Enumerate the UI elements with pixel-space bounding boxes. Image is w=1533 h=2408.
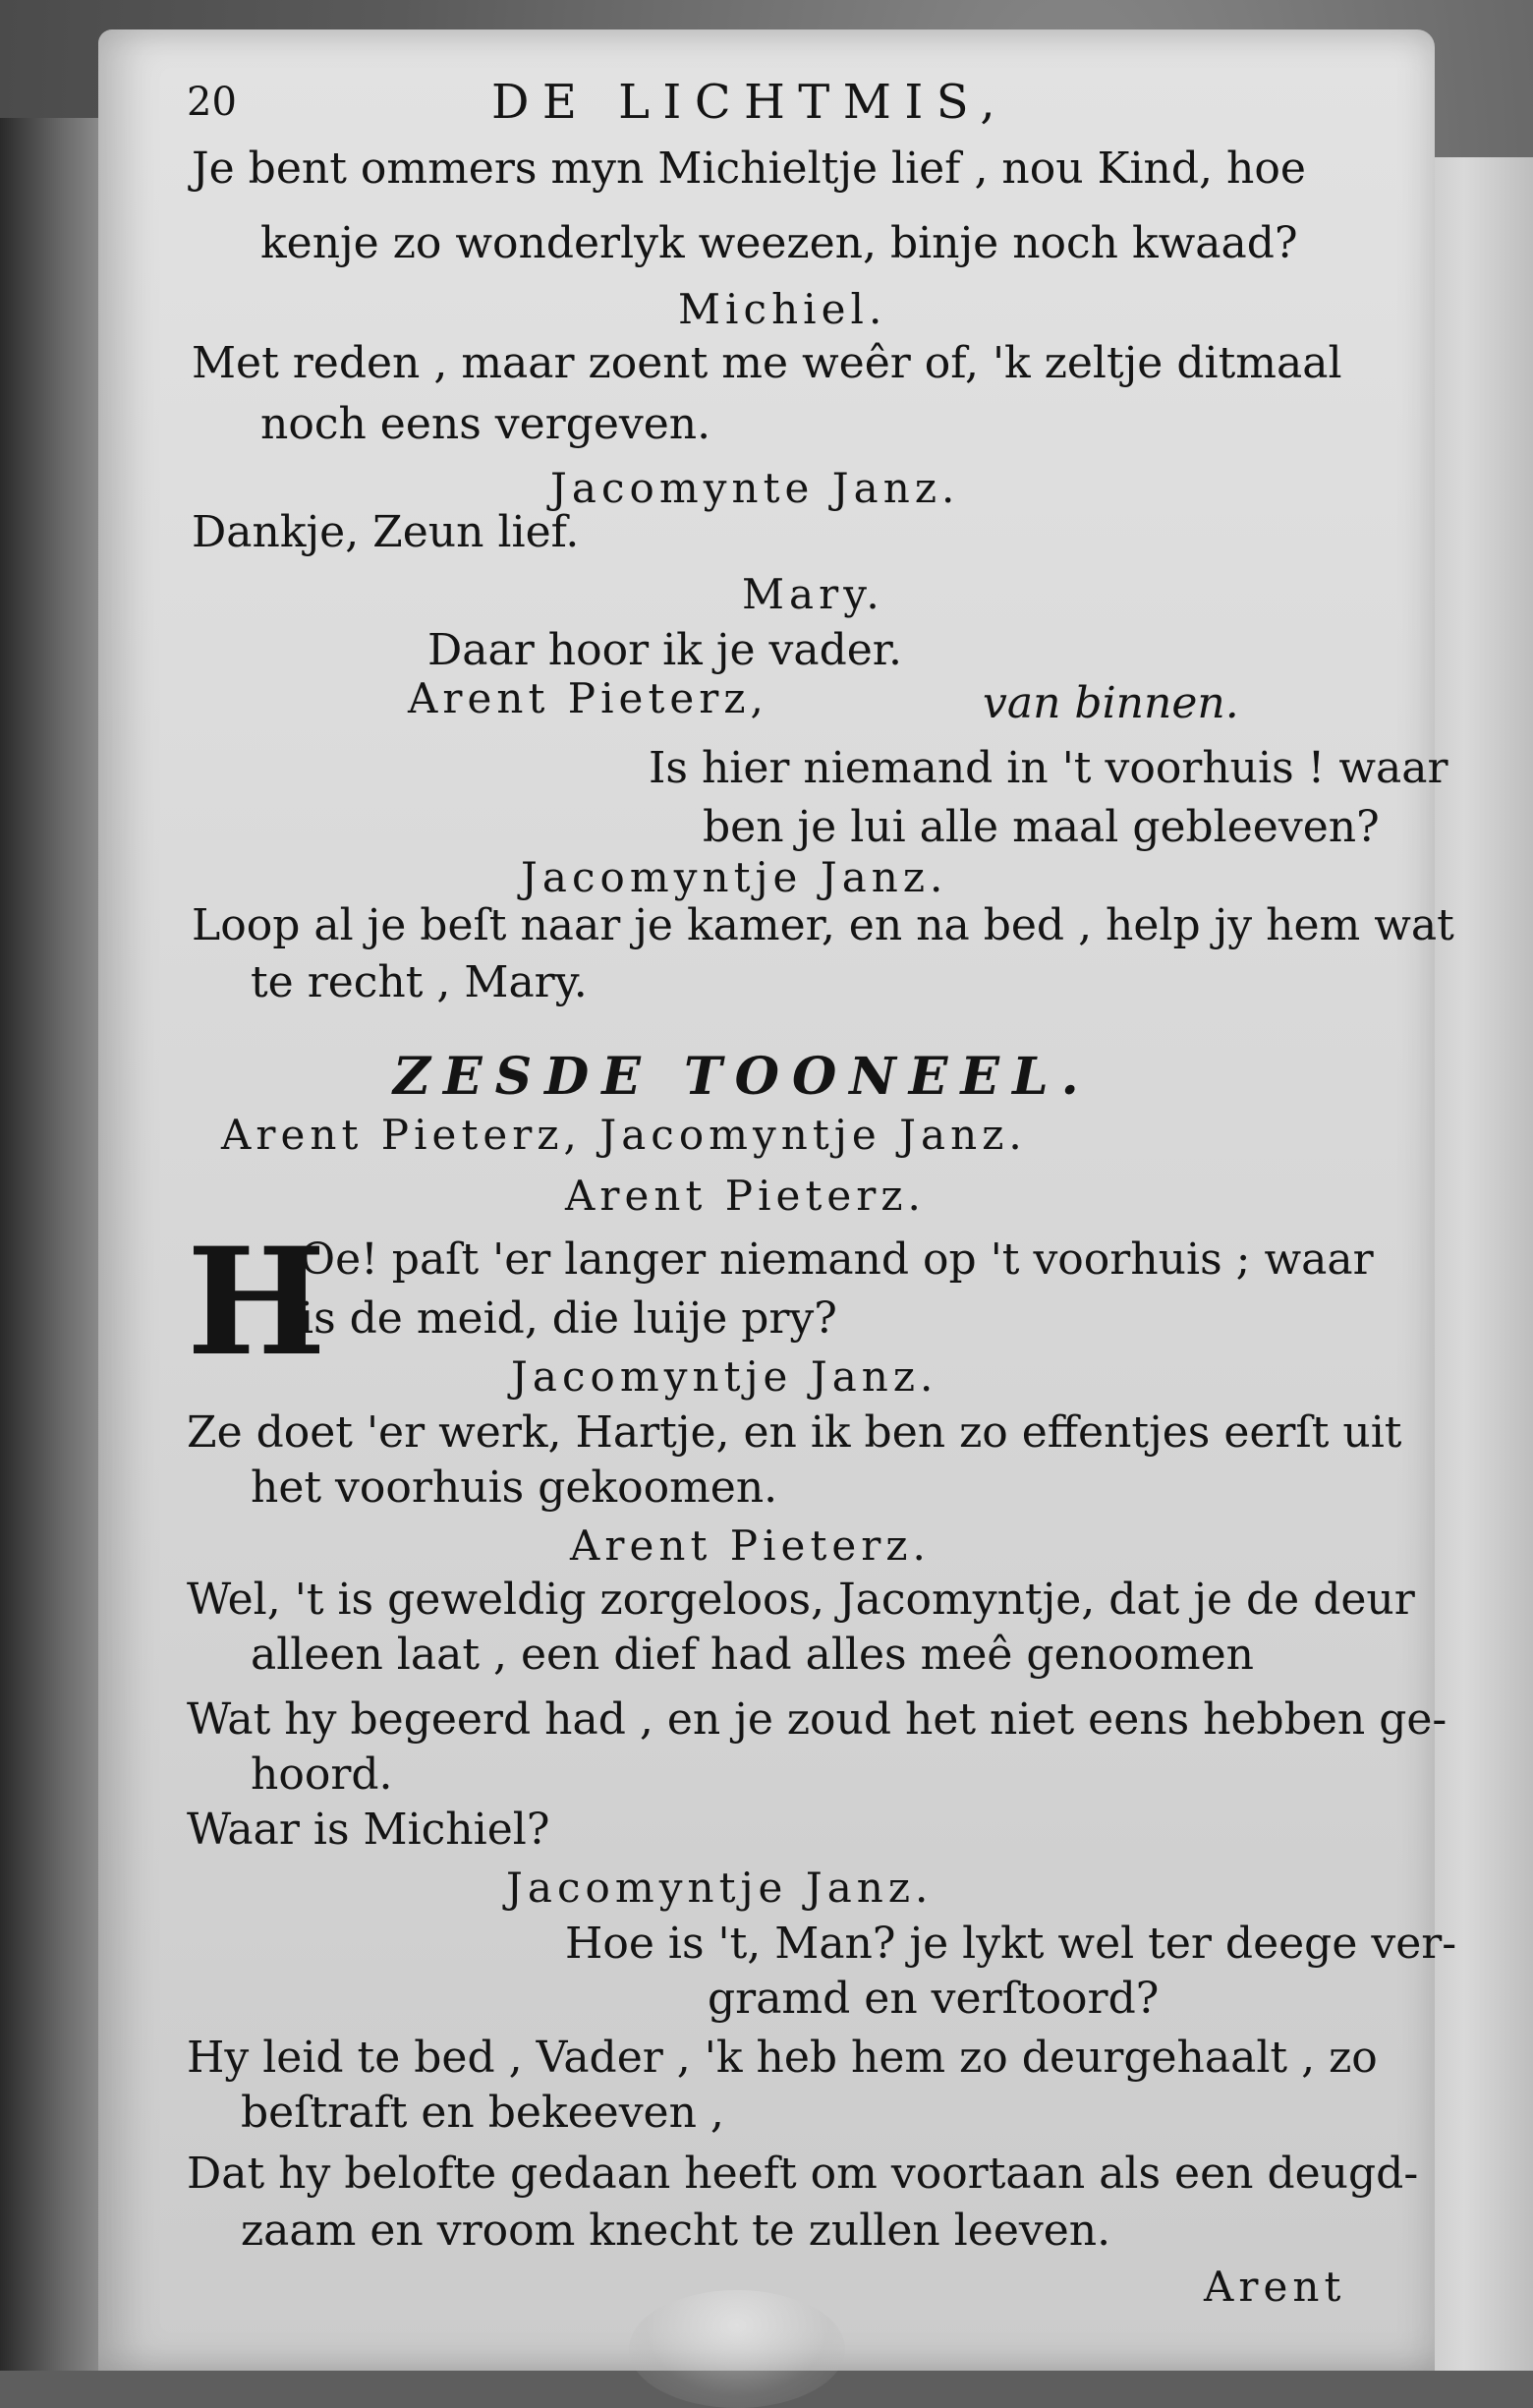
speaker-label: Arent Pieterz. xyxy=(570,1521,931,1570)
text-line: alleen laat , een dief had alles meê genoomen xyxy=(251,1630,1255,1680)
text-line: Met reden , maar zoent me weêr of, 'k zeltje ditmaal xyxy=(192,338,1342,388)
text-line: Dankje, Zeun lief. xyxy=(192,507,580,557)
text-line: Waar is Michiel? xyxy=(187,1805,550,1855)
text-line: Loop al je beſt naar je kamer, en na bed , help jy hem wat xyxy=(192,900,1454,950)
text-line: noch eens vergeven. xyxy=(260,399,711,449)
running-title: DE LICHTMIS, xyxy=(491,75,1009,130)
speaker-label: Arent Pieterz. xyxy=(565,1172,926,1220)
text-line: te recht , Mary. xyxy=(251,957,588,1007)
text-line: ben je lui alle maal gebleeven? xyxy=(703,802,1380,852)
scene-heading: ZESDE TOONEEL. xyxy=(393,1047,1092,1107)
speaker-label: Jacomyntje Janz. xyxy=(511,1352,938,1401)
speaker-label: Jacomynte Janz. xyxy=(550,464,960,512)
text-line: gramd en verſtoord? xyxy=(708,1974,1160,2024)
speaker-label: Arent Pieterz, xyxy=(408,674,768,722)
text-line: Daar hoor ik je vader. xyxy=(427,625,902,675)
text-line: Ze doet 'er werk, Hartje, en ik ben zo effentjes eerſt uit xyxy=(187,1407,1402,1458)
text-line: het voorhuis gekoomen. xyxy=(251,1462,778,1513)
speaker-label: Jacomyntje Janz. xyxy=(506,1863,934,1912)
text-line: Wel, 't is geweldig zorgeloos, Jacomyntje, dat je de deur xyxy=(187,1575,1415,1625)
stage-direction: van binnen. xyxy=(983,678,1239,728)
text-line: Je bent ommers myn Michieltje lief , nou Kind, hoe xyxy=(192,143,1306,194)
speaker-label: Michiel. xyxy=(678,285,887,333)
catchword: Arent xyxy=(1204,2263,1346,2311)
speaker-label: Mary. xyxy=(742,570,884,618)
text-line: Hy leid te bed , Vader , 'k heb hem zo deurgehaalt , zo xyxy=(187,2033,1378,2083)
text-line: Dat hy belofte gedaan heeft om voortaan als een deugd- xyxy=(187,2149,1419,2199)
cast-list: Arent Pieterz, Jacomyntje Janz. xyxy=(221,1111,1027,1159)
text-line: Hoe is 't, Man? je lykt wel ter deege ver- xyxy=(565,1919,1457,1969)
text-line: hoord. xyxy=(251,1749,393,1800)
text-line: Oe! paſt 'er langer niemand op 't voorhuis ; waar xyxy=(300,1234,1374,1285)
text-line: beſtraft en bekeeven , xyxy=(241,2088,724,2138)
speaker-label: Jacomyntje Janz. xyxy=(521,853,948,901)
text-line: Is hier niemand in 't voorhuis ! waar xyxy=(649,743,1448,793)
text-line: is de meid, die luije pry? xyxy=(300,1293,837,1344)
page-number: 20 xyxy=(187,80,237,125)
thumb-blur xyxy=(629,2290,845,2408)
text-line: kenje zo wonderlyk weezen, binje noch kwaad? xyxy=(260,218,1298,268)
drop-cap: H xyxy=(187,1216,326,1389)
text-line: Wat hy begeerd had , en je zoud het niet eens hebben ge- xyxy=(187,1694,1448,1745)
text-line: zaam en vroom knecht te zullen leeven. xyxy=(241,2206,1111,2256)
